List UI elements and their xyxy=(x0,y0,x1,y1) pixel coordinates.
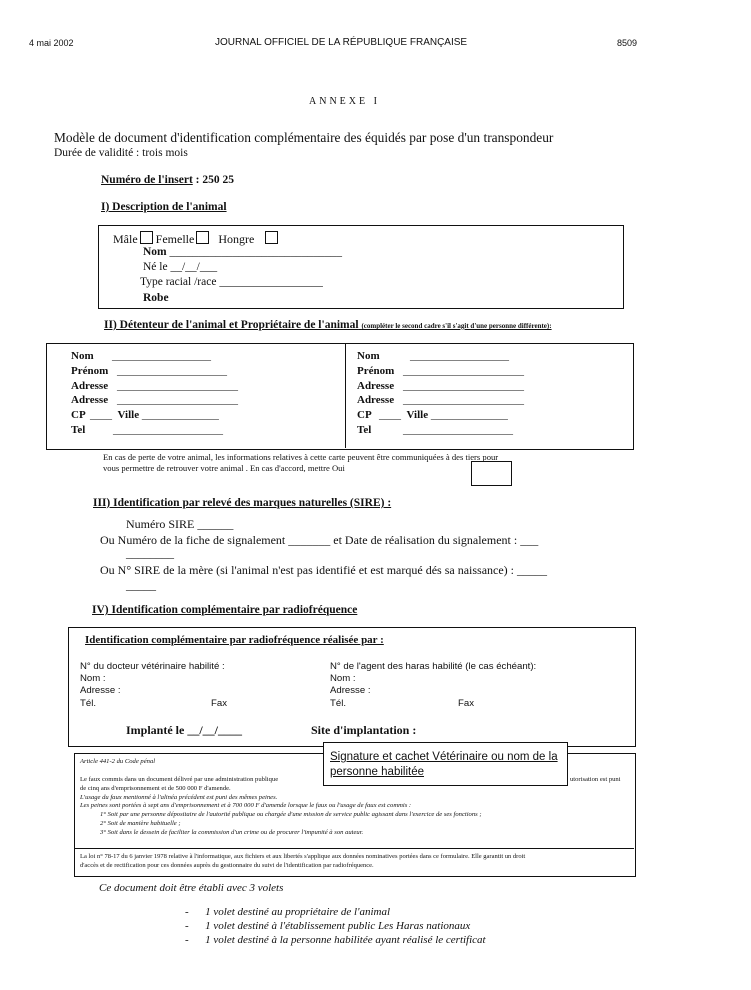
agent-adresse[interactable]: Adresse : xyxy=(330,685,371,697)
vet-number[interactable]: N° du docteur vétérinaire habilité : xyxy=(80,661,225,672)
owner-box-divider xyxy=(345,343,346,448)
insert-number xyxy=(101,174,234,186)
annex-title: ANNEXE I xyxy=(309,96,380,107)
footer-item-3: - 1 volet destiné à la personne habilitée ayant réalisé le certificat xyxy=(185,934,486,946)
agent-tel-fax[interactable]: Tél. Fax xyxy=(330,697,474,709)
section-2-heading xyxy=(104,319,552,331)
insert-label: Numéro de l'insert xyxy=(101,174,193,186)
owner-adresse-2[interactable]: Adresse ______________________ xyxy=(357,394,524,407)
sex-row xyxy=(113,231,278,247)
legal-text: Le faux commis dans un document délivré par une administration publique de cinq ans d'emprisonnement et de 500 000 F d'amende. L'usage du faux mentionné à l'alinéa précédent est puni des mêmes peines. Les peines sont portées à sept ans d'emprisonnement et à 700 000 F d'amende lorsque le faux ou l'usage de faux est commis : 1° Soit par une personne dépositaire de l'autorité publique ou chargée d'une mission de service public agissant dans l'exercice de ses fonctions ; 2° Soit de manière habituelle ; 3° Soit dans le dessein de faciliter la commission d'un crime ou de procurer l'impunité à son auteur. xyxy=(80,776,482,836)
implant-site-field[interactable]: Site d'implantation : xyxy=(311,723,417,737)
fiche-signalement-cont: ________ xyxy=(126,546,174,560)
agent-number[interactable]: N° de l'agent des haras habilité (le cas échéant): xyxy=(330,661,537,672)
section-3-heading: III) Identification par relevé des marques naturelles (SIRE) : xyxy=(93,497,392,509)
footer-item-2: - 1 volet destiné à l'établissement public Les Haras nationaux xyxy=(185,920,471,932)
type-race-field[interactable] xyxy=(140,276,323,288)
legal-box-divider xyxy=(74,848,634,849)
consent-oui-box[interactable] xyxy=(471,461,512,486)
hongre-checkbox[interactable] xyxy=(265,231,278,244)
male-checkbox[interactable] xyxy=(140,231,153,244)
page-title: Modèle de document d'identification complémentaire des équidés par pose d'un transpondeur xyxy=(54,130,554,145)
owner-prenom[interactable]: Prénom ______________________ xyxy=(357,364,524,377)
male-label: Mâle xyxy=(113,232,138,246)
holder-nom[interactable]: Nom __________________ xyxy=(71,350,211,362)
signature-box[interactable] xyxy=(323,742,568,786)
type-race-line: __________________ xyxy=(219,276,323,288)
holder-adresse-1[interactable]: Adresse ______________________ xyxy=(71,379,238,392)
vet-tel-fax[interactable]: Tél. Fax xyxy=(80,697,227,709)
insert-value: : 250 25 xyxy=(195,174,234,186)
header-date: 4 mai 2002 xyxy=(29,38,74,48)
vet-adresse[interactable]: Adresse : xyxy=(80,685,121,697)
nom-field[interactable] xyxy=(143,246,342,258)
holder-prenom[interactable]: Prénom ____________________ xyxy=(71,364,227,377)
hongre-label: Hongre xyxy=(218,232,255,246)
owner-adresse-1[interactable]: Adresse ______________________ xyxy=(357,379,524,392)
owner-nom[interactable]: Nom __________________ xyxy=(357,350,509,362)
agent-nom[interactable]: Nom : xyxy=(330,673,356,685)
validity-text: Durée de validité : trois mois xyxy=(54,147,188,159)
nom-label: Nom xyxy=(143,246,167,258)
legal-article: Article 441-2 du Code pénal xyxy=(80,758,156,765)
fiche-signalement-field[interactable]: Ou Numéro de la fiche de signalement _______ et Date de réalisation du signalement : ___ xyxy=(100,533,539,547)
owner-tel[interactable]: Tel ____________________ xyxy=(357,423,513,436)
section-4-heading: IV) Identification complémentaire par radiofréquence xyxy=(92,604,358,616)
femelle-checkbox[interactable] xyxy=(196,231,209,244)
robe-field[interactable]: Robe xyxy=(143,292,169,304)
legal-cnil: La loi n° 78-17 du 6 janvier 1978 relative à l'informatique, aux fichiers et aux libertés s'applique aux données nominatives portées dans ce formulaire. Elle garantit un droit d'accès et de rectification pour ces données auprès du gestionnaire du suivi de l'identification par radiofréquence. xyxy=(80,853,526,869)
radiofrequency-box-heading: Identification complémentaire par radiofréquence réalisée par : xyxy=(85,634,384,646)
footer-item-1: - 1 volet destiné au propriétaire de l'animal xyxy=(185,906,391,918)
holder-cp-ville[interactable]: CP ____ Ville ______________ xyxy=(71,409,219,422)
ne-le-field[interactable] xyxy=(143,261,217,273)
implant-date-field[interactable]: Implanté le __/__/____ xyxy=(126,723,242,737)
signature-label: Signature et cachet Vétérinaire ou nom de la personne habilitée xyxy=(330,751,558,778)
footer-intro: Ce document doit être établi avec 3 volets xyxy=(99,882,284,894)
sire-mere-field[interactable]: Ou N° SIRE de la mère (si l'animal n'est pas identifié et est marqué dés sa naissance) : _____ xyxy=(100,563,547,577)
holder-adresse-2[interactable]: Adresse ______________________ xyxy=(71,394,238,407)
section-1-heading: I) Description de l'animal xyxy=(101,201,227,213)
agent-block xyxy=(330,661,536,710)
ne-le-line: __/__/___ xyxy=(170,261,218,273)
holder-fields[interactable] xyxy=(71,349,238,438)
legal-text-cont: utorisation est puni xyxy=(570,776,621,783)
footer-list xyxy=(185,905,486,947)
vet-block xyxy=(80,661,227,710)
vet-nom[interactable]: Nom : xyxy=(80,673,106,685)
femelle-label: Femelle xyxy=(155,232,195,246)
type-race-label: Type racial /race xyxy=(140,276,217,288)
section-2-note: (compléter le second cadre s'il s'agit d'une personne différente): xyxy=(361,322,552,330)
owner-fields[interactable] xyxy=(357,349,524,438)
sire-number-field[interactable]: Numéro SIRE ______ xyxy=(126,517,234,531)
sire-mere-cont: _____ xyxy=(126,578,156,592)
ne-le-label: Né le xyxy=(143,261,168,273)
nom-line: ______________________________ xyxy=(169,246,343,258)
header-page-number: 8509 xyxy=(617,38,638,48)
header-journal: JOURNAL OFFICIEL DE LA RÉPUBLIQUE FRANÇAISE xyxy=(215,37,468,48)
owner-cp-ville[interactable]: CP ____ Ville ______________ xyxy=(357,409,508,422)
holder-tel[interactable]: Tel ____________________ xyxy=(71,423,223,436)
consent-text: En cas de perte de votre animal, les informations relatives à cette carte peuvent être communiquées à des tiers pour vous permettre de retrouver votre animal . En cas d'accord, mettre Oui xyxy=(103,452,499,473)
section-2-title: II) Détenteur de l'animal et Propriétaire de l'animal xyxy=(104,319,359,331)
